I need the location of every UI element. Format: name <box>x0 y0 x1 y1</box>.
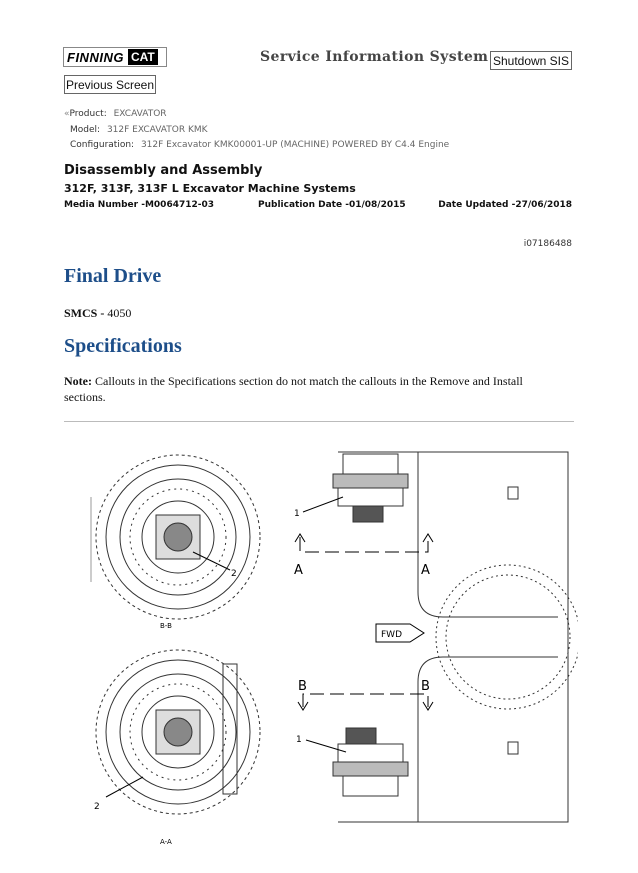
note-paragraph <box>64 373 564 405</box>
section-marker-b-right: B <box>421 679 430 694</box>
previous-screen-button[interactable]: Previous Screen <box>64 75 156 94</box>
configuration-label: Configuration: <box>70 140 135 150</box>
model-row <box>70 125 208 135</box>
fwd-arrow-label: FWD <box>381 630 403 640</box>
section-marker-a-right: A <box>421 563 430 578</box>
logo-text: FINNING <box>67 49 124 65</box>
configuration-value: 312F Excavator KMK00001-UP (MACHINE) POWERED BY C4.4 Engine <box>140 140 450 150</box>
final-drive-illustration <box>88 442 578 873</box>
back-arrow-icon[interactable]: « <box>64 109 70 119</box>
section-heading: Disassembly and Assembly <box>64 163 263 178</box>
finning-cat-logo <box>63 47 167 67</box>
publication-date: Publication Date -01/08/2015 <box>258 200 406 210</box>
product-label: Product: <box>69 109 107 119</box>
final-drive-lower <box>333 728 408 796</box>
systems-heading: 312F, 313F, 313F L Excavator Machine Systems <box>64 182 356 195</box>
note-label: Note: <box>64 374 92 388</box>
app-title: Service Information System <box>260 49 489 65</box>
media-number: Media Number -M0064712-03 <box>64 200 215 210</box>
section-marker-b-left: B <box>298 679 307 694</box>
section-marker-a-left: A <box>294 563 303 578</box>
view-label-bb: B-B <box>160 622 172 630</box>
final-drive-upper <box>333 454 408 522</box>
model-value: 312F EXCAVATOR KMK <box>106 125 208 135</box>
page-title: Final Drive <box>64 265 162 287</box>
callout-2-upper: 2 <box>231 569 237 579</box>
date-updated: Date Updated -27/06/2018 <box>438 200 572 210</box>
document-id: i07186488 <box>523 239 572 249</box>
callout-2-lower: 2 <box>94 802 100 812</box>
model-label: Model: <box>70 125 101 135</box>
smcs-code <box>64 306 131 321</box>
callout-1-upper: 1 <box>294 509 300 519</box>
specifications-heading: Specifications <box>64 335 182 357</box>
configuration-row <box>70 140 449 150</box>
callout-1-lower: 1 <box>296 735 302 745</box>
smcs-value: 4050 <box>107 306 132 320</box>
product-row <box>64 109 167 119</box>
sprocket-bb <box>91 455 260 619</box>
view-label-aa: A-A <box>160 838 172 846</box>
logo-badge: CAT <box>128 49 158 65</box>
divider <box>64 421 574 422</box>
product-value: EXCAVATOR <box>113 109 167 119</box>
smcs-label: SMCS - <box>64 306 105 320</box>
note-text: Callouts in the Specifications section do not match the callouts in the Remove and Install sections. <box>64 374 523 404</box>
shutdown-button[interactable]: Shutdown SIS <box>490 51 572 70</box>
